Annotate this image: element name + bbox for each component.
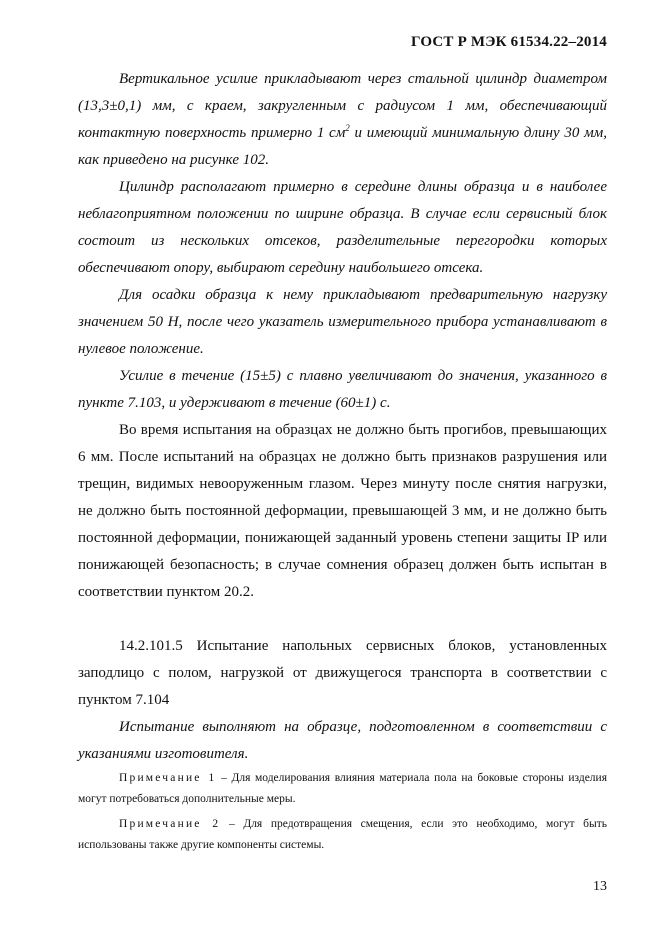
- paragraph-force-increase: Усилие в течение (15±5) с плавно увеличивают до значения, указанного в пункте 7.103, и удерживают в течение (60±1) с.: [78, 368, 607, 411]
- paragraph-test-results: Во время испытания на образцах не должно быть прогибов, превышающих 6 мм. После испытаний на образцах не должно быть признаков разрушения или трещин, видимых невооруженным глазом. Через минуту после снятия нагрузки, не должно быть постоянной деформации, превышающей 3 мм, и не должно быть постоянной деформации, понижающей заданный уровень степени защиты IP или понижающей безопасность; в случае сомнения образец должен быть испытан в соответствии пунктом 20.2.: [78, 422, 607, 600]
- document-body: [78, 66, 607, 856]
- superscript-square: 2: [345, 123, 350, 133]
- note-1: [78, 768, 607, 810]
- page-number: 13: [593, 879, 607, 894]
- note-2: [78, 814, 607, 856]
- paragraph-cylinder-position: Цилиндр располагают примерно в середине длины образца и в наиболее неблагоприятном положении по ширине образца. В случае если сервисный блок состоит из нескольких отсеков, разделительные перегородки которых обеспечивают опору, выбирают середину наибольшего отсека.: [78, 179, 607, 276]
- paragraph-cylinder-force-text-a: Вертикальное усилие прикладывают через стальной цилиндр диаметром (13,3±0,1) мм, с краем, закругленным с радиусом 1 мм, обеспечивающий контактную поверхность примерно 1 см: [78, 71, 607, 141]
- note-1-label: Примечание 1: [119, 772, 217, 784]
- section-spacer: [78, 606, 607, 633]
- note-1-text: – Для моделирования влияния материала пола на боковые стороны изделия могут потребоваться дополнительные меры.: [78, 772, 607, 805]
- paragraph-cylinder-force-text-b: и имеющий минимальную длину 30 мм, как приведено на рисунке 102.: [78, 125, 607, 168]
- note-2-label: Примечание 2: [119, 818, 221, 830]
- paragraph-preload: Для осадки образца к нему прикладывают предварительную нагрузку значением 50 Н, после чего указатель измерительного прибора устанавливают в нулевое положение.: [78, 287, 607, 357]
- document-header: ГОСТ Р МЭК 61534.22–2014: [410, 34, 607, 50]
- note-2-text: – Для предотвращения смещения, если это необходимо, могут быть использованы также другие компоненты системы.: [78, 818, 607, 851]
- paragraph-cylinder-force: [78, 66, 607, 174]
- paragraph-sample-preparation: Испытание выполняют на образце, подготовленном в соответствии с указаниями изготовителя.: [78, 719, 607, 762]
- section-heading-14-2-101-5: 14.2.101.5 Испытание напольных сервисных блоков, установленных заподлицо с полом, нагрузкой от движущегося транспорта в соответствии с пунктом 7.104: [78, 638, 607, 708]
